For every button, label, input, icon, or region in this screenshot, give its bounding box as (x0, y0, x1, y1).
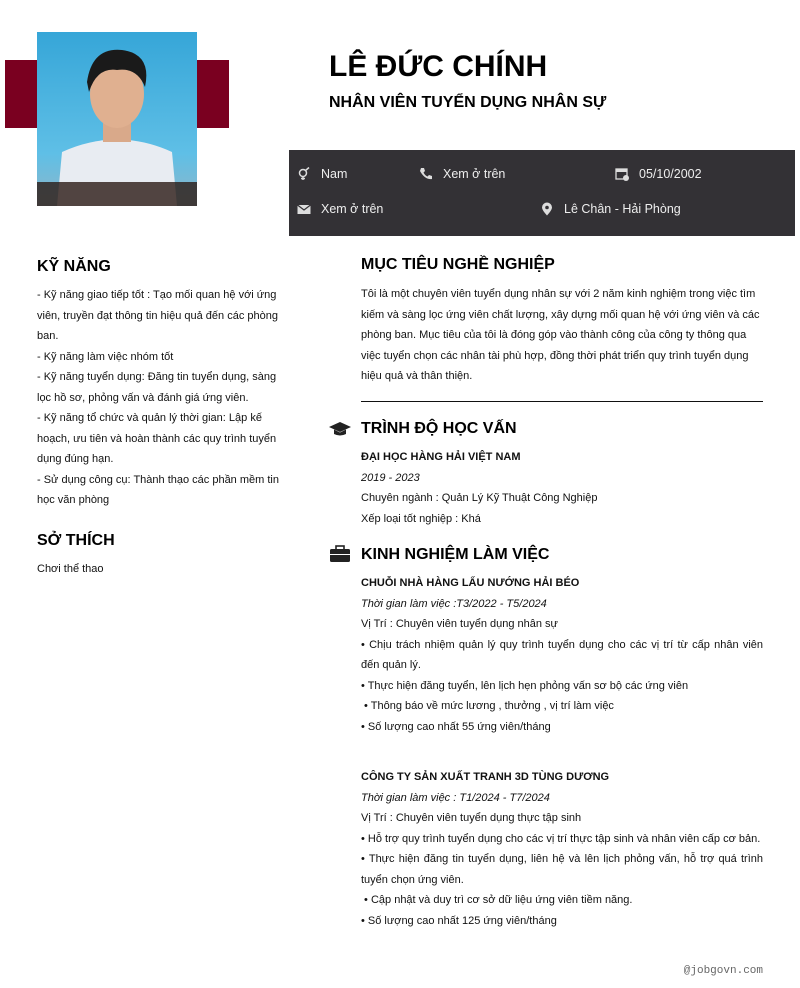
job-bullet: • Chịu trách nhiệm quản lý quy trình tuyển dụng cho các vị trí từ cấp nhân viên đến quản lý. (361, 638, 763, 671)
location-pin-icon (540, 202, 554, 216)
info-phone (419, 167, 505, 181)
job-position: Vị Trí : Chuyên viên tuyển dụng nhân sự (361, 618, 558, 630)
candidate-name: LÊ ĐỨC CHÍNH (329, 50, 548, 83)
gender-icon (297, 167, 311, 181)
job-entry (361, 573, 763, 737)
experience-heading: KINH NGHIỆM LÀM VIỆC (361, 546, 550, 563)
email-value[interactable]: Xem ở trên (321, 202, 384, 216)
job-period: Thời gian làm việc : T1/2024 - T7/2024 (361, 791, 550, 804)
job-position: Vị Trí : Chuyên viên tuyển dụng thực tập sinh (361, 812, 582, 824)
briefcase-icon (329, 545, 351, 563)
school-name: ĐẠI HỌC HÀNG HẢI VIỆT NAM (361, 451, 521, 463)
skills-heading: KỸ NĂNG (37, 258, 111, 275)
profile-photo (37, 32, 197, 206)
decor-bar-left (5, 60, 37, 128)
education-heading: TRÌNH ĐỘ HỌC VẤN (361, 420, 517, 437)
education-entry (361, 447, 763, 529)
job-entry (361, 767, 763, 931)
education-major: Chuyên ngành : Quản Lý Kỹ Thuật Công Nghiệp (361, 492, 598, 504)
decor-bar-right (197, 60, 229, 128)
company-name: CÔNG TY SẢN XUẤT TRANH 3D TÙNG DƯƠNG (361, 771, 610, 783)
job-period: Thời gian làm việc :T3/2022 - T5/2024 (361, 597, 547, 610)
job-bullet: • Cập nhật và duy trì cơ sở dữ liệu ứng viên tiềm năng. (361, 894, 633, 906)
education-years: 2019 - 2023 (361, 471, 420, 484)
watermark: @jobgovn.com (683, 965, 763, 977)
info-address (540, 202, 681, 216)
skill-item: - Sử dụng công cụ: Thành thạo các phần mềm tin học văn phòng (37, 473, 279, 506)
job-bullet: • Số lượng cao nhất 125 ứng viên/tháng (361, 914, 557, 927)
objective-heading: MỤC TIÊU NGHỀ NGHIỆP (361, 256, 555, 273)
contact-info-bar (289, 150, 795, 236)
skill-item: - Kỹ năng tuyển dụng: Đăng tin tuyển dụng, sàng lọc hồ sơ, phỏng vấn và đánh giá ứng viên. (37, 371, 277, 404)
phone-value[interactable]: Xem ở trên (443, 167, 506, 181)
graduation-cap-icon (329, 420, 351, 438)
hobbies-heading: SỞ THÍCH (37, 532, 115, 549)
info-dob (615, 167, 702, 181)
divider (361, 401, 763, 402)
info-gender (297, 167, 347, 181)
info-email (297, 202, 383, 216)
job-bullet: • Số lượng cao nhất 55 ứng viên/tháng (361, 720, 551, 733)
job-bullet: • Thông báo về mức lương , thưởng , vị trí làm việc (361, 700, 614, 712)
skill-item: - Kỹ năng giao tiếp tốt : Tạo mối quan hệ với ứng viên, truyền đạt thông tin hiệu quả đến các phòng ban. (37, 289, 278, 342)
objective-text: Tôi là một chuyên viên tuyển dụng nhân sự với 2 năm kinh nghiệm trong việc tìm kiếm và sàng lọc ứng viên chất lượng, xây dựng mối quan hệ với ứng viên và các phòng ban. Mục tiêu của tôi là đóng góp vào thành công của công ty thông qua việc tuyển chọn các nhân tài phù hợp, đồng thời phát triển quy trình tuyển dụng hiệu quả và thân thiện. (361, 288, 760, 382)
job-title: NHÂN VIÊN TUYỂN DỤNG NHÂN SỰ (329, 94, 607, 111)
company-name: CHUỖI NHÀ HÀNG LẨU NƯỚNG HẢI BÉO (361, 577, 580, 589)
job-bullet: • Hỗ trợ quy trình tuyển dụng cho các vị trí thực tập sinh và nhân viên cấp cơ bản. (361, 832, 761, 845)
skills-list (37, 285, 282, 511)
calendar-icon (615, 167, 629, 181)
skill-item: - Kỹ năng tổ chức và quản lý thời gian: Lập kế hoạch, ưu tiên và hoàn thành các quy trình tuyển dụng đúng hạn. (37, 412, 277, 465)
education-grade: Xếp loại tốt nghiệp : Khá (361, 512, 481, 525)
job-bullet: • Thực hiện đăng tuyển, lên lịch hẹn phỏng vấn sơ bộ các ứng viên (361, 679, 689, 692)
job-bullet: • Thực hiện đăng tin tuyển dụng, liên hệ và lên lịch phỏng vấn, hỗ trợ quá trình tuyển chọn ứng viên. (361, 853, 763, 886)
gender-value: Nam (321, 167, 348, 181)
email-icon (297, 202, 311, 216)
address-value: Lê Chân - Hải Phòng (564, 202, 681, 216)
phone-icon (419, 167, 433, 181)
skill-item: - Kỹ năng làm việc nhóm tốt (37, 350, 174, 363)
dob-value: 05/10/2002 (639, 167, 702, 181)
hobbies-text: Chơi thể thao (37, 563, 104, 575)
